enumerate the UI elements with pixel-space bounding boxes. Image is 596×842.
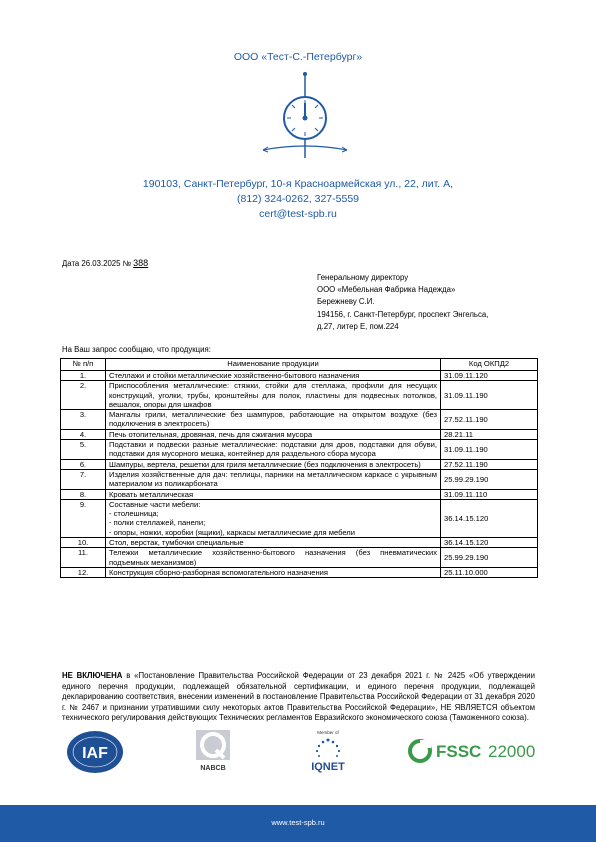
row-product-name: Кровать металлическая [106,489,441,499]
row-product-name: Шампуры, вертела, решетки для гриля металлические (без подключения в электросеть) [106,459,441,469]
row-product-name: Подставки и подвески разные металлические: подставки для дров, подставки для обуви, подставки для мусорного мешка, контейнер для раздельного сбора мусора [106,440,441,460]
iqnet-logo [298,728,358,774]
row-number: 7. [61,469,106,489]
row-okpd2-code: 36.14.15.120 [441,538,538,548]
table-row [61,567,538,577]
intro-text: На Ваш запрос сообщаю, что продукция: [62,345,211,354]
table-row [61,410,538,430]
row-number: 5. [61,440,106,460]
row-product-name: Мангалы грили, металлические без шампуров, работающие на открытом воздухе (без подключения в электросеть) [106,410,441,430]
row-number: 3. [61,410,106,430]
letter-number: 388 [133,258,149,268]
row-product-name: Тележки металлические хозяйственно-бытового назначения (без пневматических подъемных механизмов) [106,548,441,568]
row-okpd2-code: 36.14.15.120 [441,499,538,537]
row-okpd2-code: 31.09.11.190 [441,440,538,460]
col-header-num: № п/п [61,359,106,371]
email-link[interactable]: cert@test-spb.ru [259,208,337,220]
company-name: ООО «Тест-С.-Петербург» [233,51,363,63]
row-number: 12. [61,567,106,577]
table-row [61,381,538,410]
footer-website-link[interactable]: www.test-spb.ru [271,818,325,827]
recipient-line: Бережневу С.И. [317,297,375,307]
fssc-logo [408,736,542,766]
row-product-name: Печь отопительная, дровяная, печь для сжигания мусора [106,429,441,439]
conclusion-text [62,671,535,724]
letter-date [62,258,148,268]
table-row [61,469,538,489]
table-row [61,459,538,469]
row-number: 8. [61,489,106,499]
row-number: 10. [61,538,106,548]
row-okpd2-code: 31.09.11.110 [441,489,538,499]
row-product-name: Изделия хозяйственные для дач: теплицы, парники на металлическом каркасе с укрывным материалом из поликарбоната [106,469,441,489]
table-row [61,499,538,537]
company-logo [255,70,355,160]
row-number: 2. [61,381,106,410]
row-product-name: Приспособления металлические: стяжки, стойки для стеллажа, профили для несущих конструкций, уголки, трубы, кронштейны для полок, пластины для подвесных потолков, вешалок, опоры для шкафов [106,381,441,410]
accreditation-logos [62,728,542,774]
row-okpd2-code: 25.99.29.190 [441,469,538,489]
table-header-row [61,359,538,371]
row-okpd2-code: 31.09.11.120 [441,371,538,381]
row-okpd2-code: 31.09.11.190 [441,381,538,410]
row-product-name: Составные части мебели: - столешница; - полки стеллажей, панели; - опоры, ножки, коробки (ящики), каркасы металлические для мебели [106,499,441,537]
fssc-text: FSSC [436,742,482,761]
col-header-code: Код ОКПД2 [441,359,538,371]
recipient-line: 194156, г. Санкт-Петербург, проспект Энгельса, [317,309,489,319]
row-number: 9. [61,499,106,537]
products-table [60,358,538,578]
recipient-line: ООО «Мебельная Фабрика Надежда» [317,285,456,295]
row-okpd2-code: 28.21.11 [441,429,538,439]
nabcb-logo [192,728,234,774]
conclusion-body: в «Постановление Правительства Российской Федерации от 23 декабря 2021 г. № 2425 «Об утверждении единого перечня продукции, подлежащей обязательной сертификации, и единого перечня продукции, подлежащей декларированию соответствия, внесении изменений в постановление Правительства Российской Федерации от 31 декабря 2020 г. № 2467 и признании утратившими силу некоторых актов Правительства Российской Федерации», НЕ ЯВЛЯЕТСЯ объектом технического регулирования действующих Технических регламентов Евразийского экономического союза (Таможенного союза). [62,671,535,723]
row-number: 11. [61,548,106,568]
row-product-name: Конструкция сборно-разборная вспомогательного назначения [106,567,441,577]
date-label: Дата 26.03.2025 № [62,259,131,268]
iaf-logo [66,730,124,774]
table-row [61,538,538,548]
fssc-number: 22000 [488,742,536,761]
company-address [0,177,596,222]
row-okpd2-code: 25.99.29.190 [441,548,538,568]
row-okpd2-code: 27.52.11.190 [441,410,538,430]
table-row [61,440,538,460]
table-row [61,489,538,499]
recipient-block [317,272,488,333]
table-row [61,371,538,381]
row-number: 1. [61,371,106,381]
phone: (812) 324-0262, 327-5559 [236,193,359,205]
nabcb-text: NABCB [200,765,226,772]
conclusion-bold: НЕ ВКЛЮЧЕНА [62,671,123,680]
table-body [61,371,538,578]
iaf-text: IAF [82,745,108,762]
iqnet-text: IQNET [311,761,345,773]
col-header-name: Наименование продукции [106,359,441,371]
row-okpd2-code: 27.52.11.190 [441,459,538,469]
row-product-name: Стол, верстак, тумбочки специальные [106,538,441,548]
recipient-line: д.27, литер Е, пом.224 [317,321,399,331]
row-okpd2-code: 25.11.10.000 [441,567,538,577]
address-line: 190103, Санкт-Петербург, 10-я Красноармейская ул., 22, лит. А, [142,178,454,190]
recipient-line: Генеральному директору [317,273,409,282]
iqnet-member-text: Member of [317,730,339,735]
row-number: 4. [61,429,106,439]
row-number: 6. [61,459,106,469]
table-row [61,548,538,568]
table-row [61,429,538,439]
row-product-name: Стеллажи и стойки металлические хозяйственно-бытового назначения [106,371,441,381]
